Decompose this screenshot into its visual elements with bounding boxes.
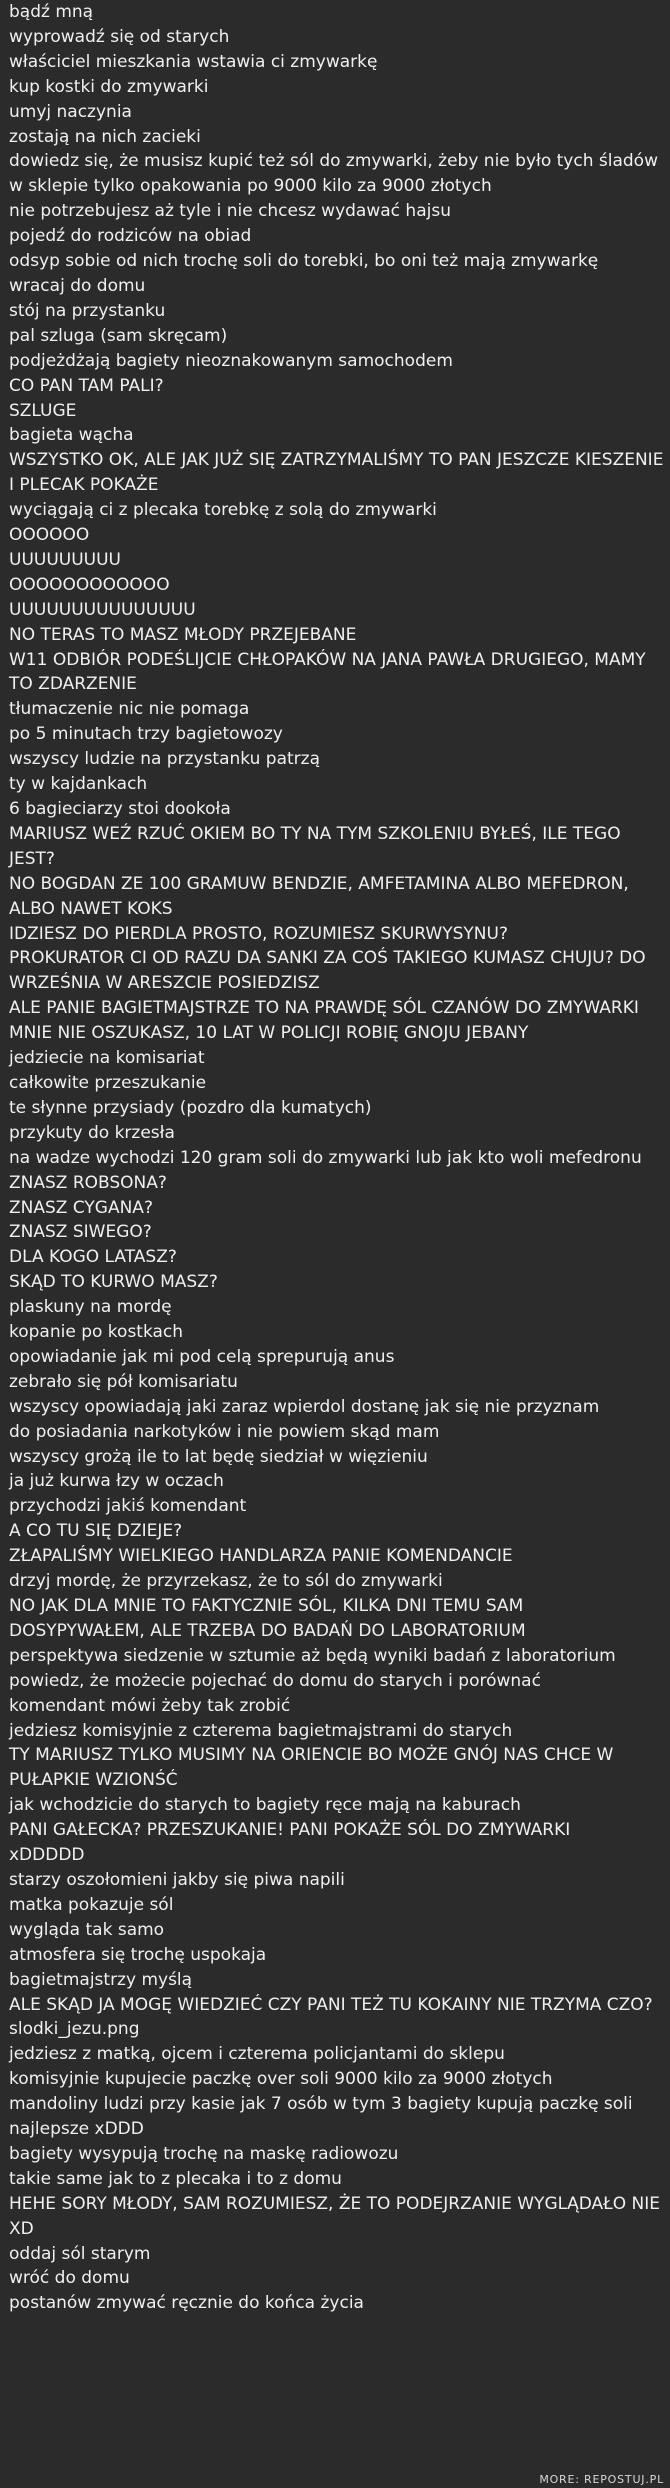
story-line: komisyjnie kupujecie paczkę over soli 9000 kilo za 9000 złotych: [9, 2069, 553, 2090]
story-line: ZNASZ CYGANA?: [9, 1197, 153, 1218]
story-line: przychodzi jakiś komendant: [9, 1496, 247, 1517]
story-line: xDDDDD: [9, 1845, 85, 1866]
story-text: [9, 0, 664, 2316]
story-line: właściciel mieszkania wstawia ci zmywarkę: [9, 51, 378, 72]
story-line: jedziesz komisyjnie z czterema bagietmajstrami do starych: [9, 1720, 513, 1741]
story-line: plaskuny na mordę: [9, 1297, 172, 1318]
story-line: opowiadanie jak mi pod celą sprepurują anus: [9, 1346, 395, 1367]
story-line: drzyj mordę, że przyrzekasz, że to sól do zmywarki: [9, 1571, 443, 1592]
story-line: ZNASZ SIWEGO?: [9, 1222, 152, 1243]
story-line: OOOOOO: [9, 525, 90, 546]
story-line: całkowite przeszukanie: [9, 1072, 207, 1093]
story-line: powiedz, że możecie pojechać do domu do starych i porównać: [9, 1670, 541, 1691]
story-line: DLA KOGO LATASZ?: [9, 1247, 177, 1268]
story-line: przykuty do krzesła: [9, 1122, 175, 1143]
story-line: kup kostki do zmywarki: [9, 76, 209, 97]
story-line: pal szluga (sam skręcam): [9, 325, 228, 346]
story-line: IDZIESZ DO PIERDLA PROSTO, ROZUMIESZ SKURWYSYNU?: [9, 923, 508, 944]
story-line: wygląda tak samo: [9, 1919, 165, 1940]
story-line: odsyp sobie od nich trochę soli do torebki, bo oni też mają zmywarkę: [9, 251, 599, 272]
story-line: W11 ODBIÓR PODEŚLIJCIE CHŁOPAKÓW NA JANA PAWŁA DRUGIEGO, MAMY TO ZDARZENIE: [9, 649, 646, 695]
story-line: wyprowadź się od starych: [9, 26, 230, 47]
story-line: takie same jak to z plecaka i to z domu: [9, 2168, 342, 2189]
story-line: atmosfera się trochę uspokaja: [9, 1944, 267, 1965]
story-line: PROKURATOR CI OD RAZU DA SANKI ZA COŚ TAKIEGO KUMASZ CHUJU? DO WRZEŚNIA W ARESZCIE POSIEDZISZ: [9, 948, 646, 994]
story-line: wróć do domu: [9, 2268, 130, 2289]
story-line: po 5 minutach trzy bagietowozy: [9, 724, 283, 745]
story-line: do posiadania narkotyków i nie powiem skąd mam: [9, 1421, 440, 1442]
story-line: wszyscy ludzie na przystanku patrzą: [9, 749, 320, 770]
story-line: stój na przystanku: [9, 300, 166, 321]
story-line: nie potrzebujesz aż tyle i nie chcesz wydawać hajsu: [9, 201, 451, 222]
story-line: ALE SKĄD JA MOGĘ WIEDZIEĆ CZY PANI TEŻ TU KOKAINY NIE TRZYMA CZO?: [9, 1994, 653, 2015]
story-line: PANI GAŁECKA? PRZESZUKANIE! PANI POKAŻE SÓL DO ZMYWARKI: [9, 1820, 571, 1841]
story-line: slodki_jezu.png: [9, 2019, 140, 2040]
story-line: A CO TU SIĘ DZIEJE?: [9, 1521, 183, 1542]
story-line: w sklepie tylko opakowania po 9000 kilo za 9000 złotych: [9, 176, 492, 197]
story-line: umyj naczynia: [9, 101, 132, 122]
story-line: wyciągają ci z plecaka torebkę z solą do zmywarki: [9, 500, 437, 521]
story-line: wszyscy opowiadają jaki zaraz wpierdol dostanę jak się nie przyznam: [9, 1396, 600, 1417]
story-line: NO JAK DLA MNIE TO FAKTYCZNIE SÓL, KILKA DNI TEMU SAM DOSYPYWAŁEM, ALE TRZEBA DO BADAŃ DO LABORATORIUM: [9, 1596, 526, 1641]
story-line: OOOOOOOOOOOO: [9, 574, 170, 595]
story-line: pojedź do rodziców na obiad: [9, 226, 252, 247]
story-line: MNIE NIE OSZUKASZ, 10 LAT W POLICJI ROBIĘ GNOJU JEBANY: [9, 1023, 529, 1044]
story-line: komendant mówi żeby tak zrobić: [9, 1695, 291, 1716]
story-line: ALE PANIE BAGIETMAJSTRZE TO NA PRAWDĘ SÓL CZANÓW DO ZMYWARKI: [9, 998, 639, 1019]
story-line: zostają na nich zacieki: [9, 126, 201, 147]
story-line: HEHE SORY MŁODY, SAM ROZUMIESZ, ŻE TO PODEJRZANIE WYGLĄDAŁO NIE XD: [9, 2193, 660, 2239]
story-line: perspektywa siedzenie w sztumie aż będą wyniki badań z laboratorium: [9, 1645, 616, 1666]
story-line: podjeżdżają bagiety nieoznakowanym samochodem: [9, 350, 453, 371]
story-line: ZŁAPALIŚMY WIELKIEGO HANDLARZA PANIE KOMENDANCIE: [9, 1546, 513, 1567]
story-line: zebrało się pół komisariatu: [9, 1371, 238, 1392]
story-line: dowiedz się, że musisz kupić też sól do zmywarki, żeby nie było tych śladów: [9, 151, 658, 172]
story-line: bagietmajstrzy myślą: [9, 1969, 193, 1990]
story-line: NO BOGDAN ZE 100 GRAMUW BENDZIE, AMFETAMINA ALBO MEFEDRON, ALBO NAWET KOKS: [9, 873, 629, 919]
story-line: bądź mną: [9, 2, 94, 22]
story-line: matka pokazuje sól: [9, 1894, 174, 1915]
watermark: MORE: REPOSTUJ.PL: [539, 2473, 664, 2486]
story-line: UUUUUUUUUUUUUUU: [9, 599, 196, 620]
story-line: ja już kurwa łzy w oczach: [9, 1471, 224, 1492]
story-line: 6 bagieciarzy stoi dookoła: [9, 799, 231, 819]
story-line: NO TERAS TO MASZ MŁODY PRZEJEBANE: [9, 624, 357, 645]
story-line: MARIUSZ WEŹ RZUĆ OKIEM BO TY NA TYM SZKOLENIU BYŁEŚ, ILE TEGO JEST?: [9, 823, 621, 869]
story-line: starzy oszołomieni jakby się piwa napili: [9, 1869, 345, 1890]
story-line: TY MARIUSZ TYLKO MUSIMY NA ORIENCIE BO MOŻE GNÓJ NAS CHCE W PUŁAPKIE WZIONŚĆ: [9, 1745, 614, 1791]
story-line: UUUUUUUUU: [9, 549, 121, 570]
story-line: wszyscy grożą ile to lat będę siedział w więzieniu: [9, 1446, 428, 1467]
story-line: te słynne przysiady (pozdro dla kumatych): [9, 1097, 372, 1118]
story-line: jak wchodzicie do starych to bagiety ręce mają na kaburach: [9, 1795, 521, 1816]
story-line: CO PAN TAM PALI?: [9, 375, 164, 396]
story-line: ZNASZ ROBSONA?: [9, 1172, 167, 1193]
story-line: SKĄD TO KURWO MASZ?: [9, 1272, 218, 1293]
story-line: na wadze wychodzi 120 gram soli do zmywarki lub jak kto woli mefedronu: [9, 1147, 642, 1168]
story-line: WSZYSTKO OK, ALE JAK JUŻ SIĘ ZATRZYMALIŚMY TO PAN JESZCZE KIESZENIE I PLECAK POKAŻE: [9, 450, 664, 496]
story-line: tłumaczenie nic nie pomaga: [9, 699, 250, 720]
story-line: SZLUGE: [9, 400, 77, 421]
story-line: jedziecie na komisariat: [9, 1048, 205, 1069]
story-line: wracaj do domu: [9, 275, 146, 296]
story-line: bagieta wącha: [9, 425, 134, 446]
story-line: ty w kajdankach: [9, 774, 148, 795]
story-line: postanów zmywać ręcznie do końca życia: [9, 2293, 364, 2314]
story-line: mandoliny ludzi przy kasie jak 7 osób w tym 3 bagiety kupują paczkę soli najlepsze xDDD: [9, 2094, 633, 2140]
story-line: jedziesz z matką, ojcem i czterema policjantami do sklepu: [9, 2044, 505, 2065]
story-line: bagiety wysypują trochę na maskę radiowozu: [9, 2143, 399, 2164]
story-line: oddaj sól starym: [9, 2243, 151, 2264]
story-line: kopanie po kostkach: [9, 1322, 184, 1343]
